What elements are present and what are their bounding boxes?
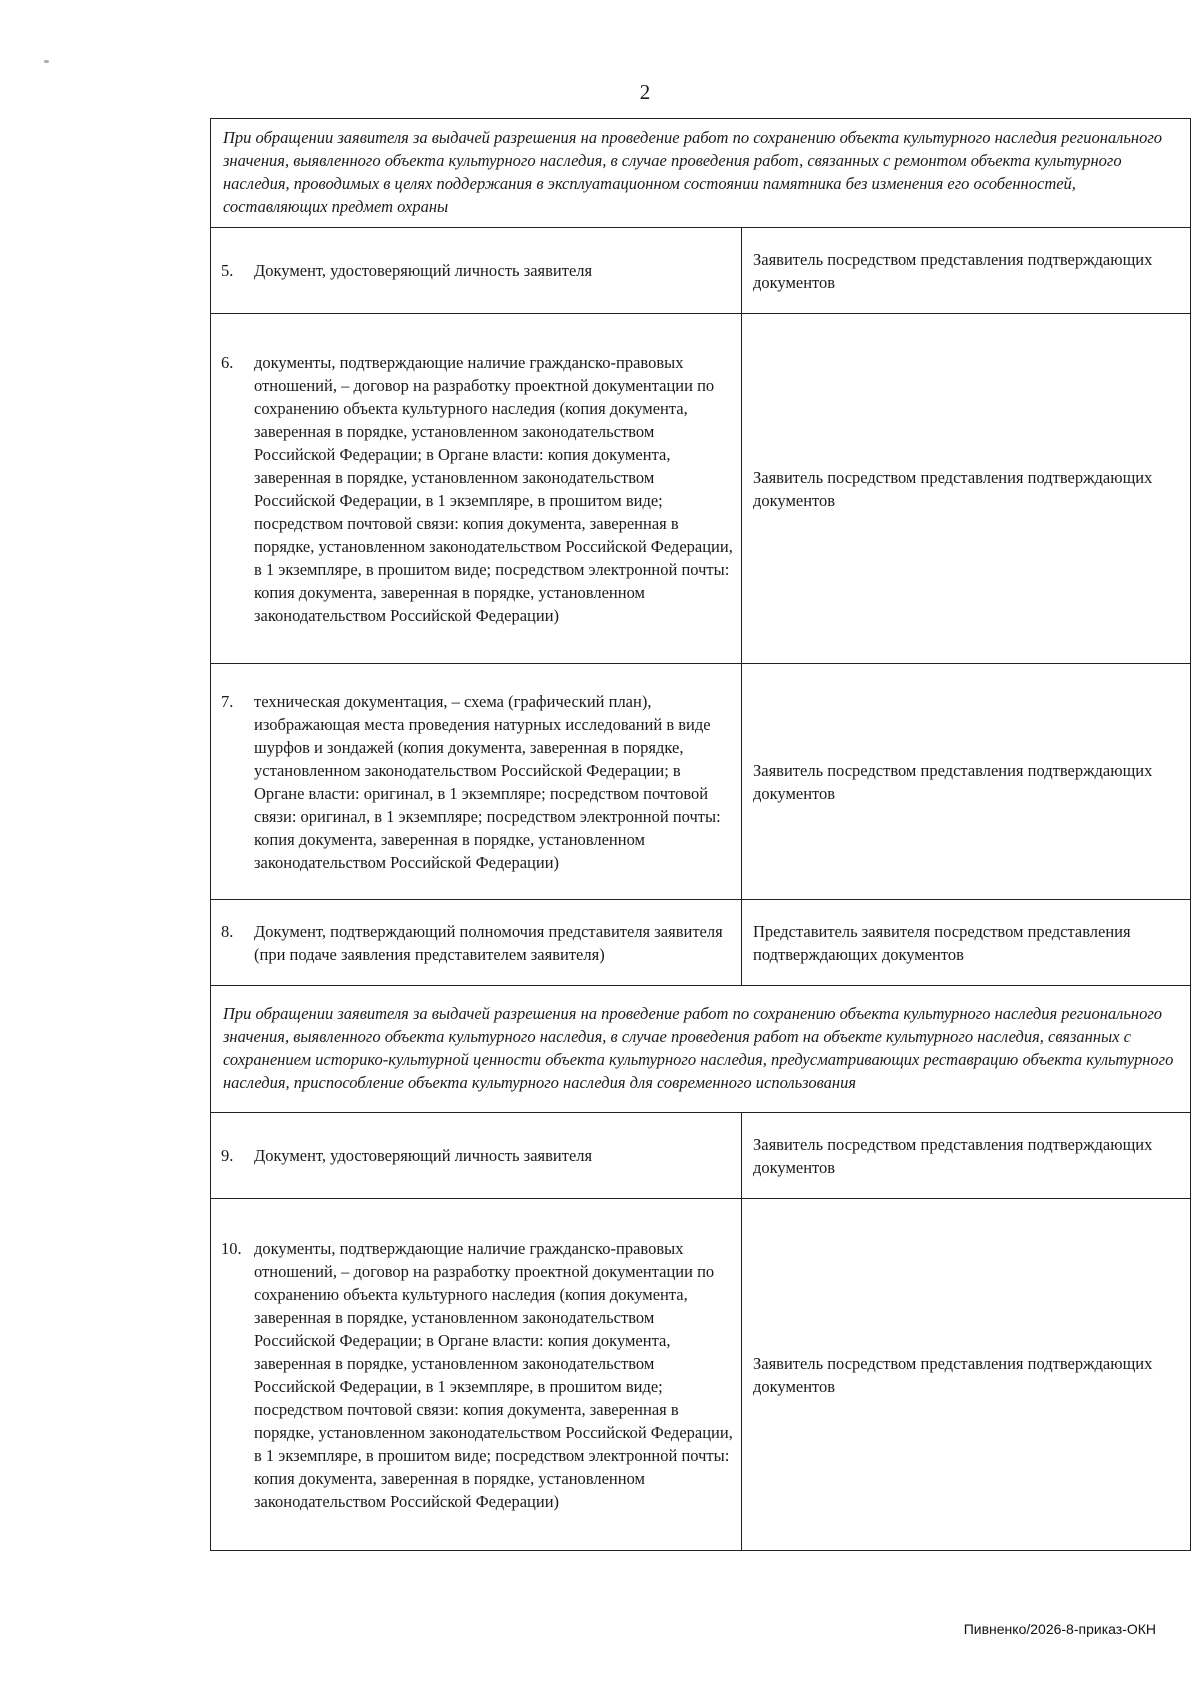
document-cell	[211, 1199, 742, 1551]
document-cell	[211, 1113, 742, 1199]
table-row	[211, 664, 1191, 900]
document-reference: Пивненко/2026-8-приказ-ОКН	[963, 1621, 1156, 1637]
table-row	[211, 1199, 1191, 1551]
document-cell	[211, 314, 742, 664]
scan-speck	[44, 60, 49, 63]
document-text: Документ, подтверждающий полномочия представителя заявителя (при подаче заявления представителем заявителя)	[254, 921, 723, 964]
section-header: При обращении заявителя за выдачей разрешения на проведение работ по сохранению объекта культурного наследия регионального значения, выявленного объекта культурного наследия, в случае проведения работ, связанных с ремонтом объекта культурного наследия, проводимых в целях поддержания в эксплуатационном состоянии памятника без изменения его особенностей, составляющих предмет охраны	[211, 119, 1191, 228]
document-text: техническая документация, – схема (графический план), изображающая места проведения натурных исследований в виде шурфов и зондажей (копия документа, заверенная в порядке, установленном законодательством Российской Федерации; в Органе власти: оригинал, в 1 экземпляре; посредством почтовой связи: оригинал, в 1 экземпляре; посредством электронной почты: копия документа, заверенная в порядке, установленном законодательством Российской Федерации)	[254, 691, 721, 872]
responsible-cell: Заявитель посредством представления подтверждающих документов	[742, 314, 1191, 664]
document-cell	[211, 900, 742, 986]
table-row	[211, 1113, 1191, 1199]
page-number: 2	[639, 80, 651, 104]
document-text: документы, подтверждающие наличие гражданско-правовых отношений, – договор на разработку проектной документации по сохранению объекта культурного наследия (копия документа, заверенная в порядке, установленном законодательством Российской Федерации; в Органе власти: копия документа, заверенная в порядке, установленном законодательством Российской Федерации, в 1 экземпляре, в прошитом виде; посредством почтовой связи: копия документа, заверенная в порядке, установленном законодательством Российской Федерации, в 1 экземпляре, в прошитом виде; посредством электронной почты: копия документа, заверенная в порядке, установленном законодательством Российской Федерации)	[254, 1238, 733, 1511]
document-cell	[211, 664, 742, 900]
row-number: 7.	[221, 691, 234, 711]
responsible-cell: Представитель заявителя посредством представления подтверждающих документов	[742, 900, 1191, 986]
table-row	[211, 228, 1191, 314]
document-text: Документ, удостоверяющий личность заявителя	[254, 261, 593, 280]
section-header-row	[211, 119, 1191, 228]
responsible-cell: Заявитель посредством представления подтверждающих документов	[742, 1113, 1191, 1199]
section-header-row	[211, 986, 1191, 1113]
document-text: документы, подтверждающие наличие гражданско-правовых отношений, – договор на разработку проектной документации по сохранению объекта культурного наследия (копия документа, заверенная в порядке, установленном законодательством Российской Федерации; в Органе власти: копия документа, заверенная в порядке, установленном законодательством Российской Федерации, в 1 экземпляре, в прошитом виде; посредством почтовой связи: копия документа, заверенная в порядке, установленном законодательством Российской Федерации, в 1 экземпляре, в прошитом виде; посредством электронной почты: копия документа, заверенная в порядке, установленном законодательством Российской Федерации)	[254, 352, 733, 625]
responsible-cell: Заявитель посредством представления подтверждающих документов	[742, 228, 1191, 314]
section-header: При обращении заявителя за выдачей разрешения на проведение работ по сохранению объекта культурного наследия регионального значения, выявленного объекта культурного наследия, в случае проведения работ на объекте культурного наследия, связанных с сохранением историко-культурной ценности объекта культурного наследия, предусматривающих реставрацию объекта культурного наследия, приспособление объекта культурного наследия для современного использования	[211, 986, 1191, 1113]
row-number: 10.	[221, 1238, 242, 1258]
document-text: Документ, удостоверяющий личность заявителя	[254, 1146, 593, 1165]
row-number: 6.	[221, 352, 234, 372]
responsible-cell: Заявитель посредством представления подтверждающих документов	[742, 664, 1191, 900]
row-number: 9.	[221, 1146, 234, 1165]
row-number: 5.	[221, 261, 234, 280]
row-number: 8.	[221, 921, 234, 941]
documents-table	[210, 118, 1191, 1551]
responsible-cell: Заявитель посредством представления подтверждающих документов	[742, 1199, 1191, 1551]
document-cell	[211, 228, 742, 314]
table-row	[211, 314, 1191, 664]
table-row	[211, 900, 1191, 986]
